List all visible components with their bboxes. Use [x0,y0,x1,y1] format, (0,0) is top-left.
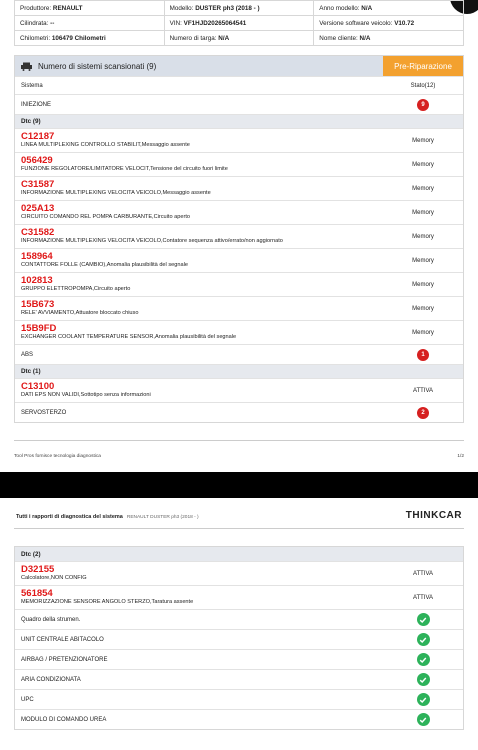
modello-label: Modello: [169,4,194,12]
check-icon [417,653,430,666]
dtc-desc: GRUPPO ELETTROPOMPA,Circuito aperto [21,286,131,292]
dtc-desc: EXCHANGER COOLANT TEMPERATURE SENSOR,Anomalia plausibilità del segnale [21,334,237,340]
dtc-code: 158964 [21,251,53,262]
dtc-code: D32155 [21,564,55,575]
page2-title-text: Tutti i rapporti di diagnostica del sistema [16,514,123,520]
dtc-row [15,152,463,176]
error-count-badge: 9 [417,99,429,111]
system-row-ok[interactable] [15,629,463,649]
dtc-status: ATTIVA [412,594,434,601]
page-number: 1/2 [457,454,464,459]
dtc-row [15,176,463,200]
system-row-ok[interactable] [15,689,463,709]
dtc-code: 561854 [21,588,53,599]
dtc-row [15,248,463,272]
panel-header [15,56,463,76]
system-row-servosterzo[interactable] [15,402,463,422]
dtc-code: C31587 [21,179,55,190]
dtc-row [15,296,463,320]
dtc-status: ATTIVA [412,570,434,577]
dtc-row [15,224,463,248]
car-icon [21,62,32,71]
col-system: Sistema [21,82,43,89]
dtc-desc: INFORMAZIONE MULTIPLEXING VELOCITA VEICOLO,Messaggio assente [21,190,211,196]
cliente-label: Nome cliente: [319,34,358,42]
dtc-status: ATTIVA [412,387,434,394]
page2-subtitle: RENAULT DUSTER ph3 (2018 - ) [126,515,199,520]
dtc-row [15,128,463,152]
dtc-code: 102813 [21,275,53,286]
dtc-status: Memory [412,257,434,264]
dtc-row [15,272,463,296]
dtc-desc: MEMORIZZAZIONE SENSORE ANGOLO STERZO,Taratura assente [21,599,194,605]
system-name: AIRBAG / PRETENZIONATORE [21,656,108,663]
footer-text: Tool Pros fornisce tecnologia diagnostica [14,454,101,459]
check-icon [417,633,430,646]
system-row-ok[interactable] [15,709,463,729]
system-row-iniezione[interactable] [15,94,463,114]
dtc-desc: LINEA MULTIPLEXING CONTROLLO STABILIT,Messaggio assente [21,142,190,148]
system-name: Quadro della strumen. [21,616,81,623]
dtc-desc: INFORMAZIONE MULTIPLEXING VELOCITA VEICOLO,Contatore sequenza attivo/errato/non aggiornato [21,238,283,244]
cilindrata-label: Cilindrata: [20,19,49,27]
dtc-desc: DATI EPS NON VALIDI,Sottotipo senza informazioni [21,392,151,398]
dtc-status: Memory [412,161,434,168]
dtc-desc: FUNZIONE REGOLATORE/LIMITATORE VELOCIT,Tensione del circuito fuori limite [21,166,228,172]
dtc-row [15,585,463,609]
system-row-ok[interactable] [15,609,463,629]
dtc-status: Memory [412,233,434,240]
system-row-ok[interactable] [15,669,463,689]
page-footer [14,454,464,459]
system-name: SERVOSTERZO [21,409,67,416]
system-name: UNIT CENTRALE ABITACOLO [21,636,104,643]
dtc-code: 025A13 [21,203,55,214]
anno-value: N/A [361,4,373,12]
dtc-status: Memory [412,209,434,216]
system-name: UPC [21,696,34,703]
system-row-ok[interactable] [15,649,463,669]
dtc-section-header: Dtc (1) [15,364,463,378]
dtc-status: Memory [412,137,434,144]
dtc-desc: CONTATTORE FOLLE (CAMBIO),Anomalia plausibilità del segnale [21,262,188,268]
page2-title [16,514,199,520]
system-row-abs[interactable] [15,344,463,364]
software-value: V10.72 [394,19,415,27]
check-icon [417,693,430,706]
error-count-badge: 2 [417,407,429,419]
vehicle-info-table [14,0,464,46]
dtc-desc: RELE' AVVIAMENTO,Attuatore bloccato chiuso [21,310,139,316]
scan-panel [14,55,464,423]
dtc-row [15,561,463,585]
dtc-status: Memory [412,329,434,336]
system-name: INIEZIONE [21,101,52,108]
panel-title [15,62,383,71]
km-label: Chilometri: [20,34,51,42]
dtc-status: Memory [412,185,434,192]
thinkcar-logo: THINKCAR [405,510,462,521]
dtc-section-header: Dtc (9) [15,114,463,128]
dtc-code: 15B9FD [21,323,57,334]
dtc-status: Memory [412,305,434,312]
column-header-row [15,76,463,94]
dtc-code: C13100 [21,381,55,392]
dtc-code: 15B673 [21,299,55,310]
report-page-2 [0,498,478,750]
scan-panel-2 [14,546,464,730]
targa-label: Numero di targa: [169,34,217,42]
software-label: Versione software veicolo: [319,19,393,27]
system-name: ABS [21,351,34,358]
dtc-row [15,378,463,402]
dtc-desc: CIRCUITO COMANDO REL POMPA CARBURANTE,Circuito aperto [21,214,190,220]
produttore-label: Produttore: [20,4,52,12]
vin-label: VIN: [169,19,182,27]
dtc-code: C31582 [21,227,55,238]
dtc-code: C12187 [21,131,55,142]
col-status: Stato(12) [410,82,436,89]
check-icon [417,713,430,726]
pre-repair-badge: Pre-Riparazione [383,56,463,76]
cilindrata-value: -- [50,19,55,27]
error-count-badge: 1 [417,349,429,361]
produttore-value: RENAULT [52,4,83,12]
modello-value: DUSTER ph3 (2018 - ) [195,4,260,12]
cliente-value: N/A [359,34,371,42]
system-name: ARIA CONDIZIONATA [21,676,81,683]
km-value: 106479 Chilometri [51,34,106,42]
anno-label: Anno modello: [319,4,360,12]
check-icon [417,613,430,626]
panel-title-text: Numero di sistemi scansionati (9) [38,61,157,71]
dtc-status: Memory [412,281,434,288]
targa-value: N/A [218,34,230,42]
dtc-row [15,200,463,224]
page-separator [0,472,478,498]
vin-value: VF1HJD20265064541 [183,19,247,27]
check-icon [417,673,430,686]
footer-divider [14,440,464,441]
dtc-section-header: Dtc (2) [15,547,463,561]
page2-divider [14,528,464,529]
dtc-code: 056429 [21,155,53,166]
system-name: MODULO DI COMANDO UREA [21,716,107,723]
dtc-row [15,320,463,344]
dtc-desc: Calcolatore,NON CONFIG [21,575,87,581]
